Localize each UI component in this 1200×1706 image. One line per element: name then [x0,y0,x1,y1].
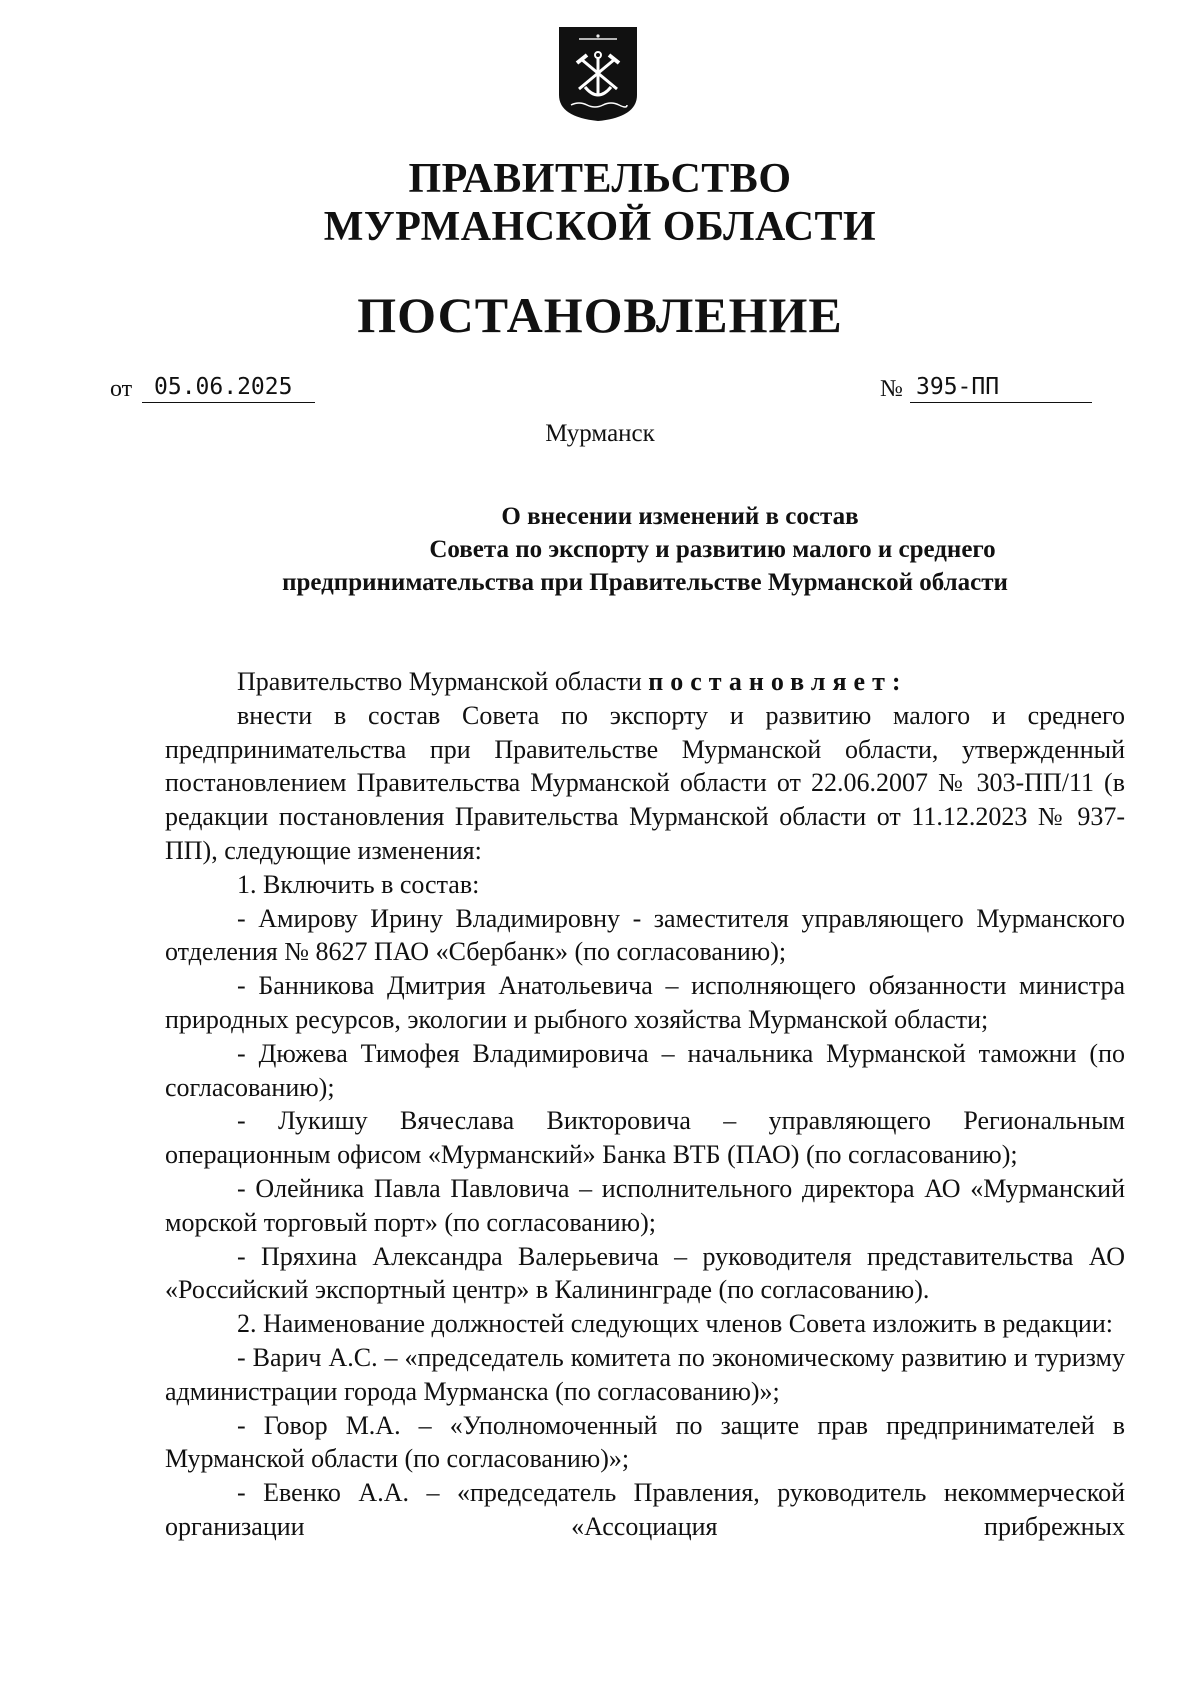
item2-title: 2. Наименование должностей следующих членов Совета изложить в редакции: [237,1309,1113,1339]
item1-entry: - Амирову Ирину Владимировну - заместителя управляющего Мурманского отделения № 8627 ПАО «Сбербанк» (по согласованию); [165,903,1125,967]
organization-name-line2: МУРМАНСКОЙ ОБЛАСТИ [323,204,877,250]
intro-prefix: Правительство Мурманской области [237,667,642,696]
item1-entry: - Лукишу Вячеслава Викторовича – управляющего Региональным операционным офисом «Мурманский» Банка ВТБ (ПАО) (по согласованию); [165,1106,1125,1170]
date-label: от [110,376,133,402]
item1-entry: - Олейника Павла Павловича – исполнительного директора АО «Мурманский морской торговый порт» (по согласованию); [165,1173,1125,1237]
subject-line: Совета по экспорту и развитию малого и среднего [429,536,996,563]
number-label: № [880,376,903,402]
main-paragraph: внести в состав Совета по экспорту и развитию малого и среднего предпринимательства при Правительстве Мурманской области, утвержденный постановлением Правительства Мурманской области от 22.06.2007 № 303-ПП/11 (в редакции постановления Правительства Мурманской области от 11.12.2023 № 937-ПП), следующие изменения: [165,700,1125,865]
item1-title: 1. Включить в состав: [237,869,480,899]
item2-entry: - Говор М.А. – «Уполномоченный по защите прав предпринимателей в Мурманской области (по согласованию)»; [165,1410,1125,1474]
item1-entry: - Банникова Дмитрия Анатольевича – исполняющего обязанности министра природных ресурсов, экологии и рыбного хозяйства Мурманской области; [165,971,1125,1034]
document-body [165,665,1125,1544]
document-number: 395-ПП [910,372,1092,403]
document-type-title: ПОСТАНОВЛЕНИЕ [357,287,843,343]
item2-entry: - Евенко А.А. – «председатель Правления, руководитель некоммерческой организации «Ассоциация прибрежных [165,1478,1125,1541]
subject-line: предпринимательства при Правительстве Мурманской области [282,569,1008,596]
organization-name-line1: ПРАВИТЕЛЬСТВО [408,156,792,202]
document-subject [165,500,1125,599]
city-name: Мурманск [545,420,655,447]
item2-entry: - Варич А.С. – «председатель комитета по экономическому развитию и туризму администрации города Мурманска (по согласованию)»; [165,1342,1125,1406]
coat-of-arms-icon [557,25,639,123]
decree-intro [165,665,1125,699]
item1-entry: - Пряхина Александра Валерьевича – руководителя представительства АО «Российский экспортный центр» в Калининграде (по согласованию). [165,1241,1125,1305]
item1-entry: - Дюжева Тимофея Владимировича – начальника Мурманской таможни (по согласованию); [165,1038,1125,1102]
document-date: 05.06.2025 [142,372,315,403]
decree-verb: постановляет: [648,667,908,696]
subject-line: О внесении изменений в состав [501,503,859,530]
